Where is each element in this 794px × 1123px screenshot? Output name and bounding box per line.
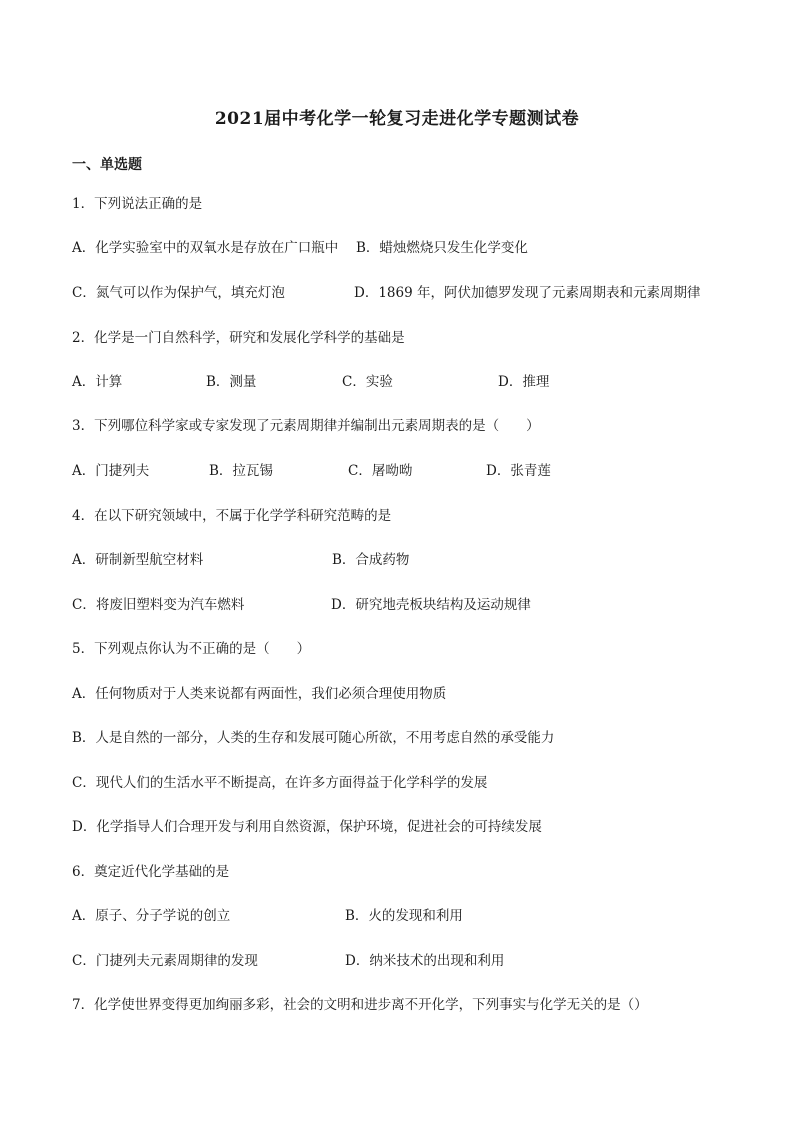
question-5-option-d: D．化学指导人们合理开发与利用自然资源，保护环境，促进社会的可持续发展 bbox=[72, 819, 542, 835]
question-4-option-d: D．研究地壳板块结构及运动规律 bbox=[331, 597, 531, 613]
question-4-option-b: B．合成药物 bbox=[332, 552, 410, 568]
question-2-option-d: D．推理 bbox=[498, 374, 550, 390]
question-7-stem: 7．化学使世界变得更加绚丽多彩，社会的文明和进步离不开化学，下列事实与化学无关的是（） bbox=[72, 997, 648, 1013]
question-6-option-c: C．门捷列夫元素周期律的发现 bbox=[72, 953, 258, 969]
section-heading: 一、单选题 bbox=[72, 157, 142, 173]
question-4-option-a: A．研制新型航空材料 bbox=[72, 552, 204, 568]
question-6-option-d: D．纳米技术的出现和利用 bbox=[345, 953, 505, 969]
question-6-option-b: B．火的发现和利用 bbox=[345, 908, 463, 924]
question-2-option-c: C．实验 bbox=[342, 374, 393, 390]
question-4-stem: 4．在以下研究领域中，不属于化学学科研究范畴的是 bbox=[72, 508, 392, 524]
document-title: 2021届中考化学一轮复习走进化学专题测试卷 bbox=[214, 109, 580, 129]
question-1-option-a: A．化学实验室中的双氧水是存放在广口瓶中 bbox=[72, 240, 339, 256]
question-3-option-a: A．门捷列夫 bbox=[72, 463, 150, 479]
question-1-option-c: C．氮气可以作为保护气，填充灯泡 bbox=[72, 285, 285, 301]
question-3-option-c: C．屠呦呦 bbox=[348, 463, 413, 479]
question-5-stem: 5．下列观点你认为不正确的是（ ） bbox=[72, 641, 311, 657]
question-5-option-b: B．人是自然的一部分，人类的生存和发展可随心所欲，不用考虑自然的承受能力 bbox=[72, 730, 555, 746]
question-1-option-d: D．1869 年，阿伏加德罗发现了元素周期表和元素周期律 bbox=[354, 285, 701, 301]
question-5-option-a: A．任何物质对于人类来说都有两面性，我们必须合理使用物质 bbox=[72, 686, 447, 702]
question-3-stem: 3．下列哪位科学家或专家发现了元素周期律并编制出元素周期表的是（ ） bbox=[72, 418, 540, 434]
question-4-option-c: C．将废旧塑料变为汽车燃料 bbox=[72, 597, 245, 613]
question-2-option-b: B．测量 bbox=[206, 374, 257, 390]
question-5-option-c: C．现代人们的生活水平不断提高，在许多方面得益于化学科学的发展 bbox=[72, 775, 488, 791]
question-1-stem: 1．下列说法正确的是 bbox=[72, 196, 203, 212]
question-6-stem: 6．奠定近代化学基础的是 bbox=[72, 864, 230, 880]
question-6-option-a: A．原子、分子学说的创立 bbox=[72, 908, 231, 924]
question-2-stem: 2．化学是一门自然科学，研究和发展化学科学的基础是 bbox=[72, 330, 405, 346]
question-1-option-b: B．蜡烛燃烧只发生化学变化 bbox=[356, 240, 528, 256]
question-2-option-a: A．计算 bbox=[72, 374, 123, 390]
question-3-option-d: D．张青莲 bbox=[486, 463, 551, 479]
question-3-option-b: B．拉瓦锡 bbox=[209, 463, 273, 479]
